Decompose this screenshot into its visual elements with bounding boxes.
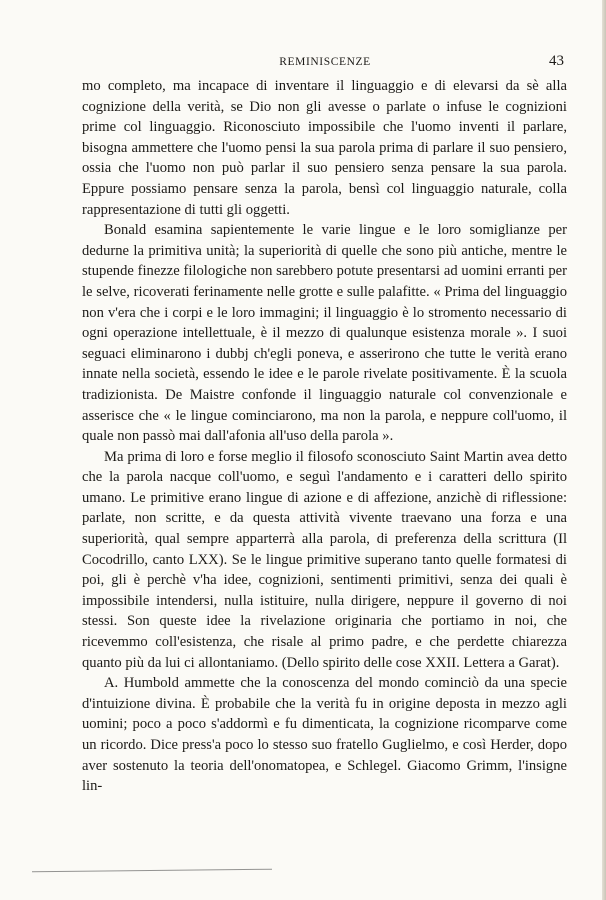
paragraph-3: Ma prima di loro e forse meglio il filosofo sconosciuto Saint Martin avea detto che la parola nacque coll'uomo, e seguì l'andamento e i caratteri dello spirito umano. Le primitive erano lingue di azione e di affezione, anzichè di riflessione: parlate, non scritte, e da questa attività vivente traevano una forza e una superiorità, qual sempre apparterrà alla parola, di preferenza della scrittura (Il Cocodrillo, canto LXX). Se le lingue primitive superano tanto quelle formatesi di poi, gli è perchè v'ha idee, cognizioni, sentimenti primitivi, senza dei quali è impossibile intendersi, nulla istituire, nulla dirigere, neppure il governo di noi stessi. Son queste idee la rivelazione originaria che portiamo in noi, che ricevemmo coll'esistenza, che risale al primo padre, e che perdette chiarezza quanto più da lui ci allontaniamo. (Dello spirito delle cose XXII. Lettera a Garat).: [82, 448, 567, 671]
running-title: REMINISCENZE: [279, 56, 371, 68]
paragraph-4: A. Humbold ammette che la conoscenza del mondo cominciò da una specie d'intuizione divina. È probabile che la verità fu in origine deposta in mezzo agli uomini; poco a poco s'addormì e fu dimenticata, la cognizione ricomparve come un ricordo. Dice press'a poco lo stesso suo fratello Guglielmo, e così Herder, dopo aver sostenuto la teoria dell'onomatopea, e Schlegel. Giacomo Grimm, l'insigne lin-: [82, 675, 567, 795]
bottom-scan-line: [32, 869, 272, 873]
paragraph-2: Bonald esamina sapientemente le varie lingue e le loro somiglianze per dedurne la primitiva unità; la superiorità di quelle che sono più antiche, mentre le stupende finezze filologiche non sarebbero potute presentarsi ad uomini erranti per le selve, ricoverati ferinamente nelle grotte e sulle palafitte. « Prima del linguaggio non v'era che i corpi e le loro immagini; il linguaggio è lo stromento necessario di ogni operazione intellettuale, è il mezzo di qualunque esistenza morale ». I suoi seguaci eliminarono i dubbj ch'egli poneva, e asserirono che tutte le verità erano innate nella società, essendo le idee e le parole rivelate positivamente. È la scuola tradizionista. De Maistre confonde il linguaggio naturale col convenzionale e asserisce che « le lingue cominciarono, ma non la parola, e neppure coll'uomo, il quale non passò mai dall'afonia all'uso della parola ».: [82, 222, 567, 445]
paragraph-1: mo completo, ma incapace di inventare il linguaggio e di elevarsi da sè alla cognizione della verità, se Dio non gli avesse o parlate o infuse le cognizioni prime col linguaggio. Riconosciuto impossibile che l'uomo inventi il parlare, bisogna ammettere che l'uomo pensi la sua parola prima di parlare il suo pensiero, ossia che l'uomo non può parlar il suo pensiero senza pensare la sua parola. Eppure possiamo pensare senza la parola, bensì col linguaggio naturale, colla rappresentazione di tutti gli oggetti.: [82, 78, 567, 218]
page-edge-shadow: [602, 0, 606, 900]
page-header: [82, 53, 568, 74]
page-number: 43: [549, 53, 564, 69]
page-body: [82, 76, 567, 797]
